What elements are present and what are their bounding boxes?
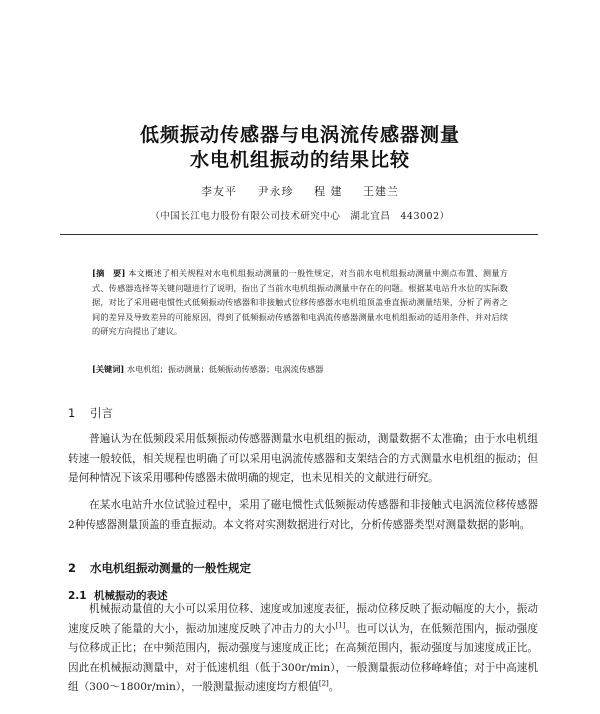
author-name: 尹永珍 <box>257 185 294 198</box>
abstract-label: [摘 要] <box>92 268 126 278</box>
intro-paragraph-1: 普遍认为在低频段采用低频振动传感器测量水电机组的振动，测量数据不太准确；由于水电机组转速一般较低，相关规程也明确了可以采用电涡流传感器和支架结合的方式测量水电机组的振动；但是何种情况下该采用哪种传感器未做明确的规定，也未见相关的文献进行研究。 <box>68 433 538 484</box>
paper-title-line-1: 低频振动传感器与电涡流传感器测量 <box>139 124 460 146</box>
subsection-title: 机械振动的表述 <box>94 590 168 602</box>
abstract-text: 本文概述了相关规程对水电机组振动测量的一般性规定，对当前水电机组振动测量中测点布置、测量方式、传感器选择等关键问题进行了说明，指出了当前水电机组振动测量中存在的问题。根据某电站升水位的实际数据，对比了采用磁电惯性式低频振动传感器和非接触式位移传感器水电机组顶盖垂直振动测量结果，分析了两者之间的差异及导致差异的可能原因，得到了低频振动传感器和电涡流传感器测量水电机组振动的适用条件，并对后续的研究方向提出了建议。 <box>92 268 508 337</box>
top-divider <box>60 234 538 235</box>
abstract-block <box>92 266 508 339</box>
subsection-number: 2.1 <box>68 590 87 602</box>
keywords-label: [关键词] <box>92 364 125 374</box>
section-heading-general-rules <box>68 560 251 576</box>
citation-ref: [2] <box>318 679 329 688</box>
keywords-block <box>92 363 508 375</box>
paragraph-text: 。 <box>328 681 340 693</box>
section-title: 引言 <box>90 406 113 420</box>
author-name: 王建兰 <box>363 185 399 198</box>
vibration-paragraph <box>68 600 538 698</box>
citation-ref: [1] <box>335 620 346 629</box>
paragraph-text: 机械振动量值的大小可以采用位移、速度或加速度表征，振动位移反映了振动幅度的大小，振动速度反映了能量的大小，振动加速度反映了冲击力的大小 <box>68 603 538 635</box>
paragraph-text: 。也可以认为，在低频范围内，振动强度与位移成正比；在中频范围内，振动强度与速度成正比；在高频范围内，振动强度与加速度成正比。因此在机械振动测量中，对于低速机组（低于300r/min），一般测量振动位移峰峰值；对于中高速机组（300～1800r/min），一般测量振动速度均方根值 <box>68 622 539 693</box>
section-number: 2 <box>68 561 77 575</box>
section-title: 水电机组振动测量的一般性规定 <box>90 561 251 575</box>
section-heading-intro <box>68 405 113 421</box>
section-number: 1 <box>68 406 76 420</box>
paper-title-line-2: 水电机组振动的结果比较 <box>189 149 410 171</box>
author-name: 程 建 <box>314 185 343 198</box>
author-name: 李友平 <box>201 185 237 198</box>
keywords-text: 水电机组；振动测量；低频振动传感器；电涡流传感器 <box>126 364 324 374</box>
author-list <box>0 183 600 199</box>
affiliation: （中国长江电力股份有限公司技术研究中心 湖北宜昌 443002） <box>150 211 450 222</box>
intro-paragraph-2: 在某水电站升水位试验过程中，采用了磁电惯性式低频振动传感器和非接触式电涡流位移传感器2种传感器测量顶盖的垂直振动。本文将对实测数据进行对比，分析传感器类型对测量数据的影响。 <box>68 499 538 531</box>
